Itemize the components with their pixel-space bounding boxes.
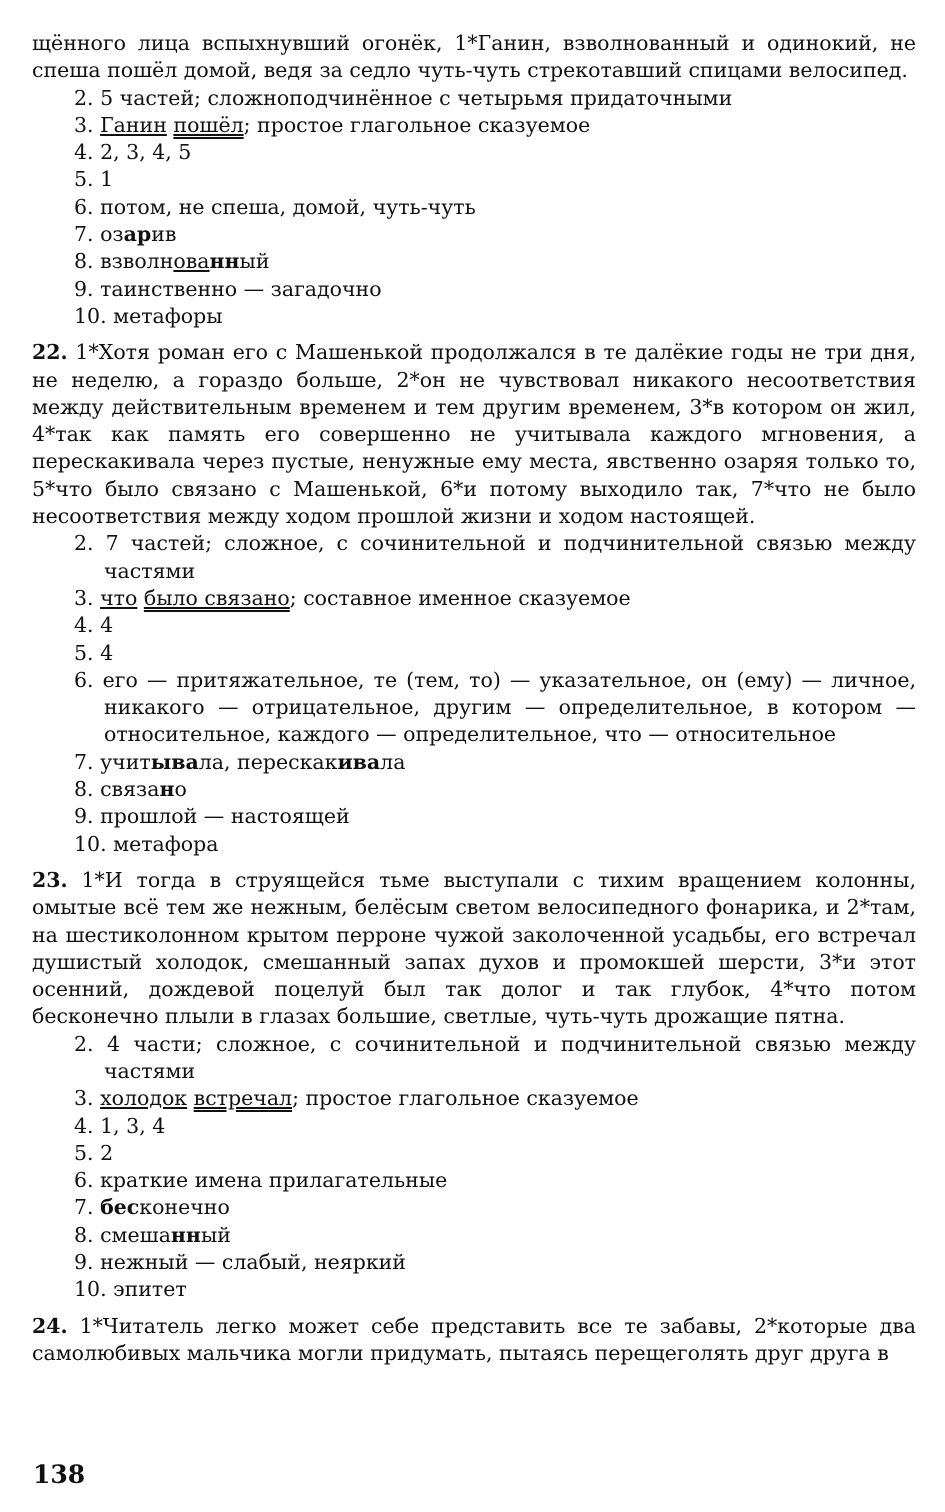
bold-morpheme: нн: [209, 249, 240, 274]
task-22-text: [32, 339, 916, 530]
answer-10: 10. эпитет: [74, 1277, 187, 1302]
bold-morpheme: н: [159, 777, 175, 802]
subject: Ганин: [100, 112, 167, 137]
answer-4: 4. 2, 3, 4, 5: [74, 140, 192, 165]
task-sentence: 1*Читатель легко может себе представить все те забавы, 2*которые два самолюбивых мальчика могли придумать, пытаясь перещеголять друг друга в: [32, 1313, 916, 1365]
answer-text: 8. смеша: [74, 1222, 171, 1247]
predicate: пошёл: [173, 112, 244, 137]
answer-5: 5. 4: [74, 640, 114, 665]
answer-text: 7.: [74, 1195, 101, 1220]
task-number: 24.: [32, 1313, 68, 1338]
answer-text: о: [174, 777, 187, 802]
answer-6: 6. краткие имена прилагательные: [74, 1168, 448, 1193]
task-24-text: [32, 1313, 916, 1368]
predicate: встречал: [193, 1086, 293, 1111]
subject: холодок: [100, 1086, 188, 1111]
answer-text: 3.: [74, 585, 101, 610]
answer-3: [32, 112, 916, 139]
answer-8: [32, 248, 916, 275]
answer-text: ый: [200, 1222, 231, 1247]
bold-morpheme: ыва: [150, 749, 199, 774]
bold-morpheme: ар: [123, 222, 152, 247]
page-number: 138: [33, 1460, 86, 1489]
answer-text: 8. связа: [74, 777, 160, 802]
bold-morpheme: бес: [100, 1195, 140, 1220]
answer-4: 4. 1, 3, 4: [74, 1113, 166, 1138]
bold-morpheme: нн: [170, 1222, 201, 1247]
answer-8: [32, 1222, 916, 1249]
answers-block-1: [32, 85, 916, 331]
answer-2: 2. 5 частей; сложноподчинённое с четырьмя придаточными: [74, 85, 733, 110]
answer-text: ; простое глагольное сказуемое: [243, 112, 591, 137]
answer-6: 6. потом, не спеша, домой, чуть-чуть: [74, 194, 476, 219]
answer-9: 9. таинственно — загадочно: [74, 276, 382, 301]
answer-9: 9. нежный — слабый, неяркий: [74, 1250, 406, 1275]
answer-8: [32, 776, 916, 803]
task-23-text: [32, 867, 916, 1031]
answer-text: ый: [239, 249, 270, 274]
answer-text: ла: [380, 749, 406, 774]
answer-5: 5. 1: [74, 167, 114, 192]
underlined-morpheme: ова: [173, 249, 210, 274]
answer-5: 5. 2: [74, 1140, 114, 1165]
page-content: [32, 30, 916, 1367]
answer-7: [32, 221, 916, 248]
answer-2: 2. 4 части; сложное, с сочинительной и подчинительной связью между частями: [74, 1031, 916, 1083]
answer-text: 8. взволн: [74, 249, 174, 274]
answers-block-23: [32, 1031, 916, 1304]
answer-3: [32, 1085, 916, 1112]
answer-text: конечно: [139, 1195, 230, 1220]
answer-text: ла, перескак: [198, 749, 338, 774]
answer-text: 7. оз: [74, 222, 124, 247]
task-number: 23.: [32, 867, 68, 892]
answer-text: 7. учит: [74, 749, 151, 774]
answer-text: 3.: [74, 1086, 101, 1111]
answer-7: [32, 1194, 916, 1221]
answer-6: 6. его — притяжательное, те (тем, то) — указательное, он (ему) — личное, никакого — отрицательное, другим — определительное, в котором — относительное, каждого — определительное, что — относительное: [74, 667, 916, 747]
bold-morpheme: ива: [337, 749, 381, 774]
answer-3: [32, 585, 916, 612]
answer-text: ; простое глагольное сказуемое: [292, 1086, 639, 1111]
answer-7: [32, 749, 916, 776]
task-number: 22.: [32, 340, 68, 365]
answer-10: 10. метафора: [74, 831, 219, 856]
answers-block-22: [32, 530, 916, 858]
answer-2: 2. 7 частей; сложное, с сочинительной и подчинительной связью между частями: [74, 531, 916, 583]
answer-text: ; составное именное сказуемое: [289, 585, 631, 610]
answer-text: 3.: [74, 112, 101, 137]
predicate: было связано: [143, 585, 290, 610]
answer-text: ив: [151, 222, 177, 247]
task-sentence: 1*Хотя роман его с Машенькой продолжался в те далёкие годы не три дня, не неделю, а гораздо больше, 2*он не чувствовал никакого несоответствия между действительным временем и тем другим временем, 3*в котором он жил, 4*так как память его совершенно не учитывала каждого мгновения, а перескакивала через пустые, ненужные ему места, явственно озаряя только то, 5*что было связано с Машенькой, 6*и потому выходило так, 7*что не было несоответствия между ходом прошлой жизни и ходом настоящей.: [32, 340, 916, 529]
answer-9: 9. прошлой — настоящей: [74, 804, 350, 829]
answer-4: 4. 4: [74, 613, 114, 638]
task-sentence: 1*И тогда в струящейся тьме выступали с тихим вращением колонны, омытые всё тем же нежным, белёсым светом велосипедного фонарика, и 2*там, на шестиколонном крытом перроне чужой заколоченной усадьбы, его встречал душистый холодок, смешанный запах духов и промокшей шерсти, 3*и этот осенний, дождевой поцелуй был так долог и так глубок, 4*что потом бесконечно плыли в глазах большие, светлые, чуть-чуть дрожащие пятна.: [32, 867, 916, 1029]
intro-paragraph: щённого лица вспыхнувший огонёк, 1*Ганин, взволнованный и одинокий, не спеша пошёл домой, ведя за седло чуть-чуть стрекотавший спицами велосипед.: [32, 31, 916, 83]
subject: что: [100, 585, 138, 610]
answer-10: 10. метафоры: [74, 303, 223, 328]
